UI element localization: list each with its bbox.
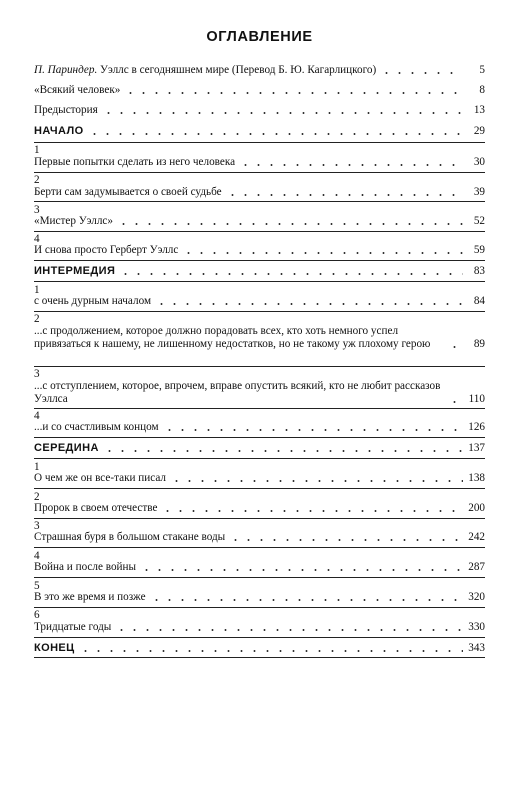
page-title: ОГЛАВЛЕНИЕ: [206, 29, 313, 45]
page-number: 242: [468, 531, 485, 543]
page-number: 137: [468, 442, 485, 454]
toc-entry-chapter[interactable]: [34, 531, 485, 544]
chapter-title: О чем же он все-таки писал: [34, 472, 167, 484]
chapter-divider: [34, 577, 485, 578]
chapter-number: 1: [34, 461, 40, 473]
chapter-number: 4: [34, 550, 40, 562]
foreword-author: П. Париндер.: [34, 64, 98, 76]
chapter-number: 1: [34, 144, 40, 156]
dot-leader: [448, 340, 463, 349]
chapter-divider: [34, 172, 485, 173]
dot-leader: [229, 533, 463, 542]
chapter-number: 3: [34, 520, 40, 532]
chapter-number: 4: [34, 410, 40, 422]
chapter-divider: [34, 518, 485, 519]
dot-leader: [182, 246, 463, 255]
chapter-divider: [34, 547, 485, 548]
chapter-divider: [34, 488, 485, 489]
chapter-title: Война и после войны: [34, 561, 137, 573]
dot-leader: [170, 474, 463, 483]
toc-section-intermission[interactable]: [34, 265, 485, 278]
page-number: 89: [473, 338, 485, 350]
chapter-divider: [34, 607, 485, 608]
toc-entry-chapter[interactable]: [34, 215, 485, 228]
entry-title: «Всякий человек»: [34, 84, 121, 96]
page-number: 5: [479, 64, 485, 76]
dot-leader: [155, 297, 463, 306]
entry-title: Предыстория: [34, 104, 98, 116]
page-number: 39: [473, 186, 485, 198]
chapter-title: ...с отступлением, которое, впрочем, вправе опустить всякий, кто не любит рассказов Уэллса: [34, 380, 441, 405]
dot-leader: [239, 158, 463, 167]
toc-section-end[interactable]: [34, 642, 485, 655]
toc-entry-chapter[interactable]: [34, 380, 485, 406]
section-title: СЕРЕДИНА: [34, 442, 99, 454]
chapter-title: Первые попытки сделать из него человека: [34, 156, 236, 168]
chapter-divider: [34, 437, 485, 438]
toc-entry-chapter[interactable]: [34, 561, 485, 574]
toc-entry-chapter[interactable]: [34, 244, 485, 257]
foreword-title: Уэллс в сегодняшнем мире (Перевод Б. Ю. Кагарлицкого): [97, 64, 377, 76]
dot-leader: [88, 127, 463, 136]
page-number: 200: [468, 502, 485, 514]
toc-entry-chapter[interactable]: [34, 156, 485, 169]
chapter-title: с очень дурным началом: [34, 295, 152, 307]
page-number: 13: [473, 104, 485, 116]
section-divider: [34, 657, 485, 658]
chapter-divider: [34, 637, 485, 638]
chapter-number: 3: [34, 368, 40, 380]
page-number: 30: [473, 156, 485, 168]
chapter-title: И снова просто Герберт Уэллс: [34, 244, 179, 256]
chapter-number: 2: [34, 313, 40, 325]
dot-leader: [163, 423, 463, 432]
section-title: ИНТЕРМЕДИЯ: [34, 265, 116, 277]
chapter-title: В это же время и позже: [34, 591, 146, 603]
page-number: 8: [479, 84, 485, 96]
toc-section-beginning[interactable]: [34, 125, 485, 138]
chapter-number: 2: [34, 491, 40, 503]
dot-leader: [102, 106, 463, 115]
chapter-title: Тридцатые годы: [34, 621, 112, 633]
chapter-number: 6: [34, 609, 40, 621]
section-divider: [34, 142, 485, 143]
dot-leader: [119, 267, 463, 276]
page-number: 52: [473, 215, 485, 227]
page-number: 126: [468, 421, 485, 433]
chapter-divider: [34, 260, 485, 261]
dot-leader: [79, 644, 463, 653]
chapter-number: 1: [34, 284, 40, 296]
chapter-divider: [34, 366, 485, 367]
chapter-title: ...с продолжением, которое должно порадовать всех, кто хоть немного успел привязаться к нашему, не лишенному недостатков, но не такому уж плохому герою: [34, 325, 431, 350]
dot-leader: [124, 86, 463, 95]
chapter-divider: [34, 231, 485, 232]
dot-leader: [226, 188, 463, 197]
page-number: 84: [473, 295, 485, 307]
chapter-divider: [34, 408, 485, 409]
page-number: 343: [468, 642, 485, 654]
chapter-number: 2: [34, 174, 40, 186]
chapter-divider: [34, 311, 485, 312]
toc-entry-prehistory[interactable]: [34, 104, 485, 117]
page-number: 110: [468, 393, 485, 405]
page-number: 138: [468, 472, 485, 484]
section-title: КОНЕЦ: [34, 642, 75, 654]
toc-entry-chapter[interactable]: [34, 421, 485, 434]
toc-entry-chapter[interactable]: [34, 472, 485, 485]
chapter-number: 4: [34, 233, 40, 245]
toc-entry-chapter[interactable]: [34, 295, 485, 308]
dot-leader: [380, 66, 463, 75]
chapter-title: «Мистер Уэллс»: [34, 215, 113, 227]
toc-entry-chapter[interactable]: [34, 502, 485, 515]
page-number: 320: [468, 591, 485, 603]
chapter-number: 3: [34, 204, 40, 216]
section-divider: [34, 281, 485, 282]
page-number: 29: [473, 125, 485, 137]
dot-leader: [150, 593, 463, 602]
dot-leader: [448, 395, 463, 404]
toc-entry-chapter[interactable]: [34, 591, 485, 604]
dot-leader: [115, 623, 463, 632]
dot-leader: [117, 217, 463, 226]
page-number: 287: [468, 561, 485, 573]
toc-entry-chapter[interactable]: [34, 325, 485, 351]
dot-leader: [161, 504, 463, 513]
toc-entry-chapter[interactable]: [34, 186, 485, 199]
chapter-title: ...и со счастливым концом: [34, 421, 159, 433]
toc-section-middle[interactable]: [34, 442, 485, 455]
chapter-divider: [34, 201, 485, 202]
toc-entry-every-man[interactable]: [34, 84, 485, 97]
page-number: 330: [468, 621, 485, 633]
section-divider: [34, 458, 485, 459]
page-number: 59: [473, 244, 485, 256]
page-number: 83: [473, 265, 485, 277]
dot-leader: [140, 563, 463, 572]
toc-entry-chapter[interactable]: [34, 621, 485, 634]
chapter-title: Берти сам задумывается о своей судьбе: [34, 186, 222, 198]
chapter-title: Пророк в своем отечестве: [34, 502, 158, 514]
section-title: НАЧАЛО: [34, 125, 84, 137]
chapter-title: Страшная буря в большом стакане воды: [34, 531, 226, 543]
toc-entry-foreword[interactable]: [34, 64, 485, 77]
chapter-number: 5: [34, 580, 40, 592]
dot-leader: [103, 444, 463, 453]
